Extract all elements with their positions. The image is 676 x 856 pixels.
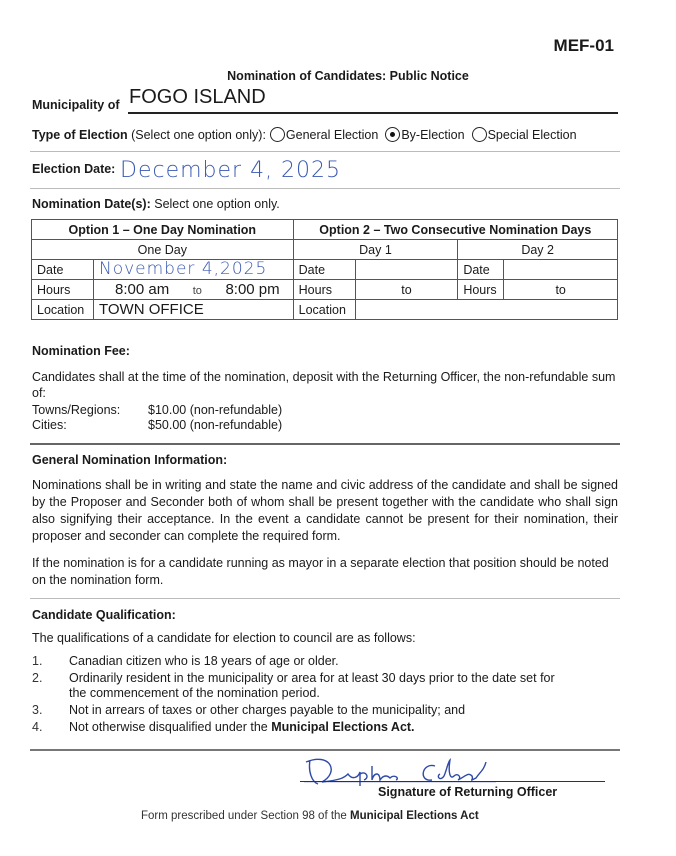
signature-scribble [300, 752, 500, 788]
nomination-dates-hint: Select one option only. [154, 197, 280, 211]
day2-date-value[interactable] [504, 260, 618, 280]
option2-location-label: Location [293, 300, 355, 320]
qualification-heading: Candidate Qualification: [32, 608, 176, 622]
radio-checked-icon[interactable] [385, 127, 400, 142]
act-name: Municipal Elections Act. [271, 720, 415, 734]
general-info-heading: General Nomination Information: [32, 453, 228, 467]
day1-date-value[interactable] [355, 260, 458, 280]
municipality-underline [128, 112, 618, 114]
radio-label: By-Election [401, 127, 465, 142]
election-date-label: Election Date: [32, 162, 116, 176]
footer-act-name: Municipal Elections Act [350, 810, 479, 822]
day1-date-label: Date [293, 260, 355, 280]
election-type-label: Type of Election [32, 127, 128, 142]
list-item [32, 703, 592, 718]
nomination-dates-label: Nomination Date(s): [32, 197, 151, 211]
nomination-table [31, 219, 618, 320]
hours-to-word: to [192, 285, 202, 297]
form-code: MEF-01 [553, 36, 614, 55]
qualification-list [32, 654, 592, 735]
signature-line [300, 781, 605, 782]
hours-to: 8:00 pm [225, 281, 280, 298]
option1-subheader: One Day [32, 240, 294, 260]
option2-header: Option 2 – Two Consecutive Nomination Days [293, 220, 617, 240]
day2-hours-value[interactable] [504, 280, 618, 300]
radio-general-election[interactable] [266, 127, 378, 142]
radio-by-election[interactable] [381, 127, 464, 142]
general-info-para1: Nominations shall be in writing and state the name and civic address of the candidate and shall be signed by the Proposer and Seconder both of whom shall be present together with the candidate who shall sign also signifying their acceptance. In the event a candidate cannot be present for their nomination, their proposer and seconder can complete the required form. [32, 478, 618, 543]
divider [30, 749, 620, 751]
radio-unchecked-icon[interactable] [270, 127, 285, 142]
day2-hours-label: Hours [458, 280, 504, 300]
municipality-label: Municipality of [32, 98, 120, 112]
municipality-value[interactable]: FOGO ISLAND [129, 86, 266, 108]
list-number: 1. [32, 654, 43, 668]
fee-label: Towns/Regions: [32, 403, 121, 417]
option1-hours-label: Hours [32, 280, 94, 300]
page-title: Nomination of Candidates: Public Notice [227, 69, 469, 83]
option1-location-value[interactable]: TOWN OFFICE [93, 300, 293, 320]
option1-location-label: Location [32, 300, 94, 320]
day1-hours-label: Hours [293, 280, 355, 300]
day2-date-label: Date [458, 260, 504, 280]
election-type-row [32, 127, 580, 142]
qualification-intro: The qualifications of a candidate for election to council are as follows: [32, 631, 416, 645]
list-text [69, 720, 415, 735]
radio-unchecked-icon[interactable] [472, 127, 487, 142]
divider [30, 598, 620, 599]
hours-to-word: to [401, 282, 412, 297]
fee-value: $10.00 (non-refundable) [148, 403, 283, 417]
list-number: 3. [32, 703, 43, 717]
hours-to-word: to [555, 282, 566, 297]
day2-header: Day 2 [458, 240, 618, 260]
list-text: Ordinarily resident in the municipality or area for at least 30 days prior to the date set for the commencement of the nomination period. [69, 671, 555, 700]
election-type-hint: (Select one option only): [131, 127, 266, 142]
option1-header: Option 1 – One Day Nomination [32, 220, 294, 240]
list-item [32, 654, 592, 669]
footer [141, 810, 479, 822]
general-info-para2: If the nomination is for a candidate running as mayor in a separate election that position should be noted on the nomination form. [32, 556, 609, 587]
hours-from: 8:00 am [114, 281, 170, 298]
day1-header: Day 1 [293, 240, 458, 260]
nomination-dates-row [32, 197, 280, 211]
nomination-fee-text: Candidates shall at the time of the nomination, deposit with the Returning Officer, the non-refundable sum of: [32, 370, 616, 400]
list-item [32, 720, 592, 735]
divider [30, 443, 620, 445]
option1-date-label: Date [32, 260, 94, 280]
divider [30, 188, 620, 189]
radio-special-election[interactable] [468, 127, 577, 142]
fee-row-towns [32, 403, 282, 417]
option1-hours-value[interactable] [93, 280, 293, 300]
divider [30, 151, 620, 152]
list-number: 4. [32, 720, 43, 734]
day1-hours-value[interactable] [355, 280, 458, 300]
list-text: Not in arrears of taxes or other charges payable to the municipality; and [69, 703, 466, 717]
fee-row-cities [32, 418, 282, 432]
list-text-plain: Not otherwise disqualified under the [69, 720, 272, 734]
nomination-fee-heading: Nomination Fee: [32, 344, 130, 358]
radio-label: General Election [285, 127, 379, 142]
option2-location-value[interactable] [355, 300, 617, 320]
election-date-value[interactable]: December 4, 2025 [120, 158, 342, 183]
footer-text: Form prescribed under Section 98 of the [141, 810, 351, 822]
list-text: Canadian citizen who is 18 years of age or older. [69, 654, 339, 668]
fee-value: $50.00 (non-refundable) [148, 418, 283, 432]
list-item [32, 671, 592, 701]
option1-date-value[interactable]: November 4,2025 [93, 260, 293, 280]
list-number: 2. [32, 671, 43, 685]
signature-label: Signature of Returning Officer [378, 785, 558, 799]
radio-label: Special Election [487, 127, 577, 142]
fee-label: Cities: [32, 418, 67, 432]
